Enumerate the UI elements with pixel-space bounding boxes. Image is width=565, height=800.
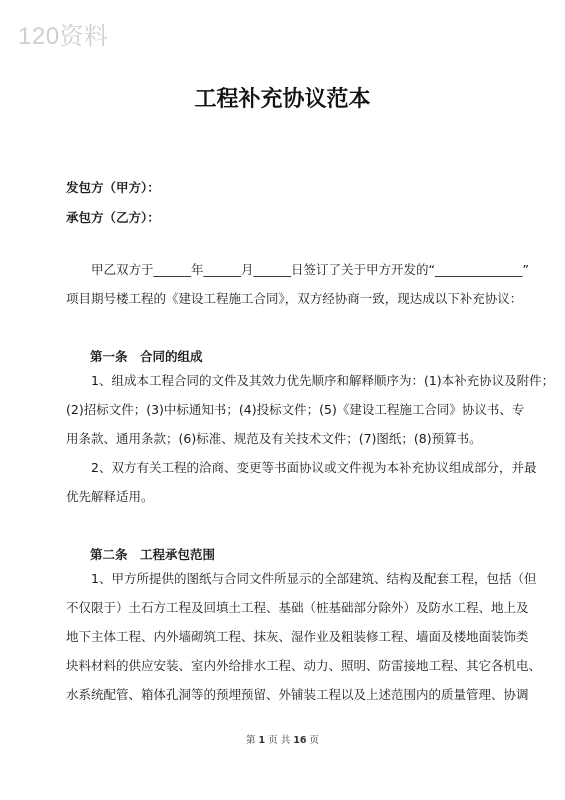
- footer-page-number: 1: [258, 735, 266, 746]
- article-2-body: [66, 564, 542, 709]
- intro-line-1: 甲乙双方于______年______月______日签订了关于甲方开发的“______________”: [91, 262, 529, 277]
- intro-line-2: 项目期号楼工程的《建设工程施工合同》，双方经协商一致，现达成以下补充协议：: [66, 291, 523, 306]
- article-1-p1-line-1: 1、组成本工程合同的文件及其效力优先顺序和解释顺序为：(1)本补充协议及附件；: [91, 373, 555, 388]
- article-1-p2-line-1: 2、双方有关工程的洽商、变更等书面协议或文件视为本补充协议组成部分，并最: [91, 460, 537, 475]
- article-2-p1-line-3: 地下主体工程、内外墙砌筑工程、抹灰、湿作业及粗装修工程、墙面及楼地面装饰类: [66, 629, 529, 644]
- document-title: 工程补充协议范本: [194, 87, 371, 112]
- article-2-p1-line-1: 1、甲方所提供的图纸与合同文件所显示的全部建筑、结构及配套工程，包括（但: [91, 571, 537, 586]
- page-footer: [0, 732, 565, 746]
- article-2-p1-line-5: 水系统配管、箱体孔洞等的预埋预留、外铺装工程以及上述范围内的质量管理、协调: [66, 687, 529, 702]
- footer-prefix: 第: [245, 735, 256, 746]
- article-2-heading: 第二条 工程承包范围: [90, 547, 216, 562]
- footer-total-pages: 16: [293, 735, 307, 746]
- intro-paragraph: [66, 255, 529, 313]
- watermark: 120资料: [18, 23, 109, 50]
- footer-suffix: 页: [309, 735, 320, 746]
- footer-middle: 页 共: [268, 735, 291, 746]
- party-b-label: 承包方（乙方）：: [66, 210, 160, 225]
- article-2-p1-line-2: 不仅限于）土石方工程及回填土工程、基础（桩基础部分除外）及防水工程、地上及: [66, 600, 529, 615]
- article-1-heading: 第一条 合同的组成: [90, 349, 203, 364]
- article-2-p1-line-4: 块料材料的供应安装、室内外给排水工程、动力、照明、防雷接地工程、其它各机电、: [66, 658, 542, 673]
- article-1-p1-line-2: (2)招标文件；(3)中标通知书；(4)投标文件；(5)《建设工程施工合同》协议书、专: [66, 402, 525, 417]
- article-1-p2-line-2: 优先解释适用。: [66, 489, 154, 504]
- party-a-label: 发包方（甲方）：: [66, 180, 160, 195]
- article-1-p1-line-3: 用条款、通用条款；(6)标准、规范及有关技术文件；(7)图纸；(8)预算书。: [66, 431, 482, 446]
- article-1-body: [66, 366, 555, 511]
